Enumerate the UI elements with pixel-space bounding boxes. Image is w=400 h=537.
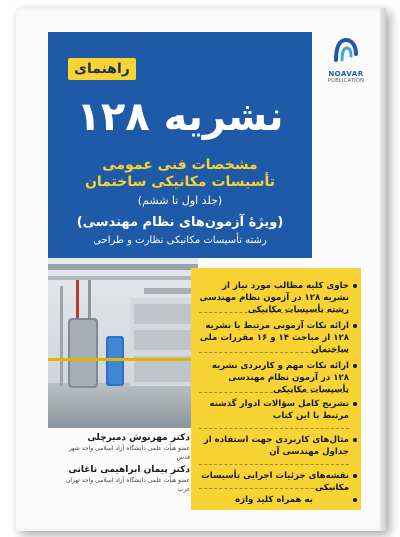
field-note: رشته تأسیسات مکانیکی نظارت و طراحی — [93, 235, 267, 246]
feature-item: حاوی کلیه مطالب مورد نیاز از نشریه ۱۲۸ در آزمون نظام مهندسی رشته تأسیسات مکانیکی — [199, 281, 349, 315]
book-cover — [16, 8, 386, 531]
feature-item: مثال‌های کاربردی جهت استفاده از جداول مهندسی آن — [199, 434, 349, 458]
divider — [199, 352, 349, 353]
publisher-name: NOAVAR — [328, 70, 364, 78]
divider — [199, 312, 349, 313]
title-panel — [48, 32, 312, 258]
mechanical-room-photo — [48, 258, 198, 428]
publisher-logo — [324, 36, 368, 86]
guide-badge: راهنمای — [68, 58, 136, 80]
page-edge — [380, 8, 386, 531]
feature-item: به همراه کلید واژه — [199, 494, 349, 506]
author-affiliation: عضو هیأت علمی دانشگاه آزاد اسلامی واحد شهر قدس — [68, 445, 190, 461]
features-box — [191, 268, 361, 510]
publisher-sub: PUBLICATION — [327, 78, 365, 84]
subtitle-line-2: تأسیسات مکانیکی ساختمان — [84, 174, 276, 190]
publisher-mark-icon — [330, 36, 362, 66]
divider — [199, 428, 349, 429]
divider — [199, 392, 349, 393]
feature-item: ارائه نکات مهم و کاربردی نشریه ۱۲۸ در آزمون نظام مهندسی تأسیسات مکانیکی — [199, 360, 349, 396]
feature-item: نقشه‌های جزئیات اجرایی تأسیسات مکانیکی — [199, 470, 349, 494]
subtitle-line-1: مشخصات فنی عمومی — [102, 157, 258, 173]
divider — [199, 464, 349, 465]
divider — [199, 488, 349, 489]
volumes-note: (جلد اول تا ششم) — [137, 194, 223, 207]
feature-item: تشریح کامل سؤالات ادوار گذشته مرتبط با این کتاب — [199, 398, 349, 422]
author-name: دکتر پیمان ابراهیمی ناغانی — [68, 465, 190, 475]
exam-note: (ویژهٔ آزمون‌های نظام مهندسی) — [76, 215, 284, 230]
book-title: نشریه ۱۲۸ — [76, 94, 284, 140]
feature-item: ارائه نکات آزمونی مرتبط با نشریه ۱۲۸ از مباحث ۱۴ و ۱۶ مقررات ملی ساختمان — [199, 321, 349, 355]
author-2 — [54, 464, 190, 494]
author-affiliation: عضو هیأت علمی دانشگاه آزاد اسلامی واحد تهران غرب — [65, 477, 190, 493]
author-1 — [54, 432, 190, 462]
author-name: دکتر مهرنوش دمیرچلی — [87, 433, 190, 443]
